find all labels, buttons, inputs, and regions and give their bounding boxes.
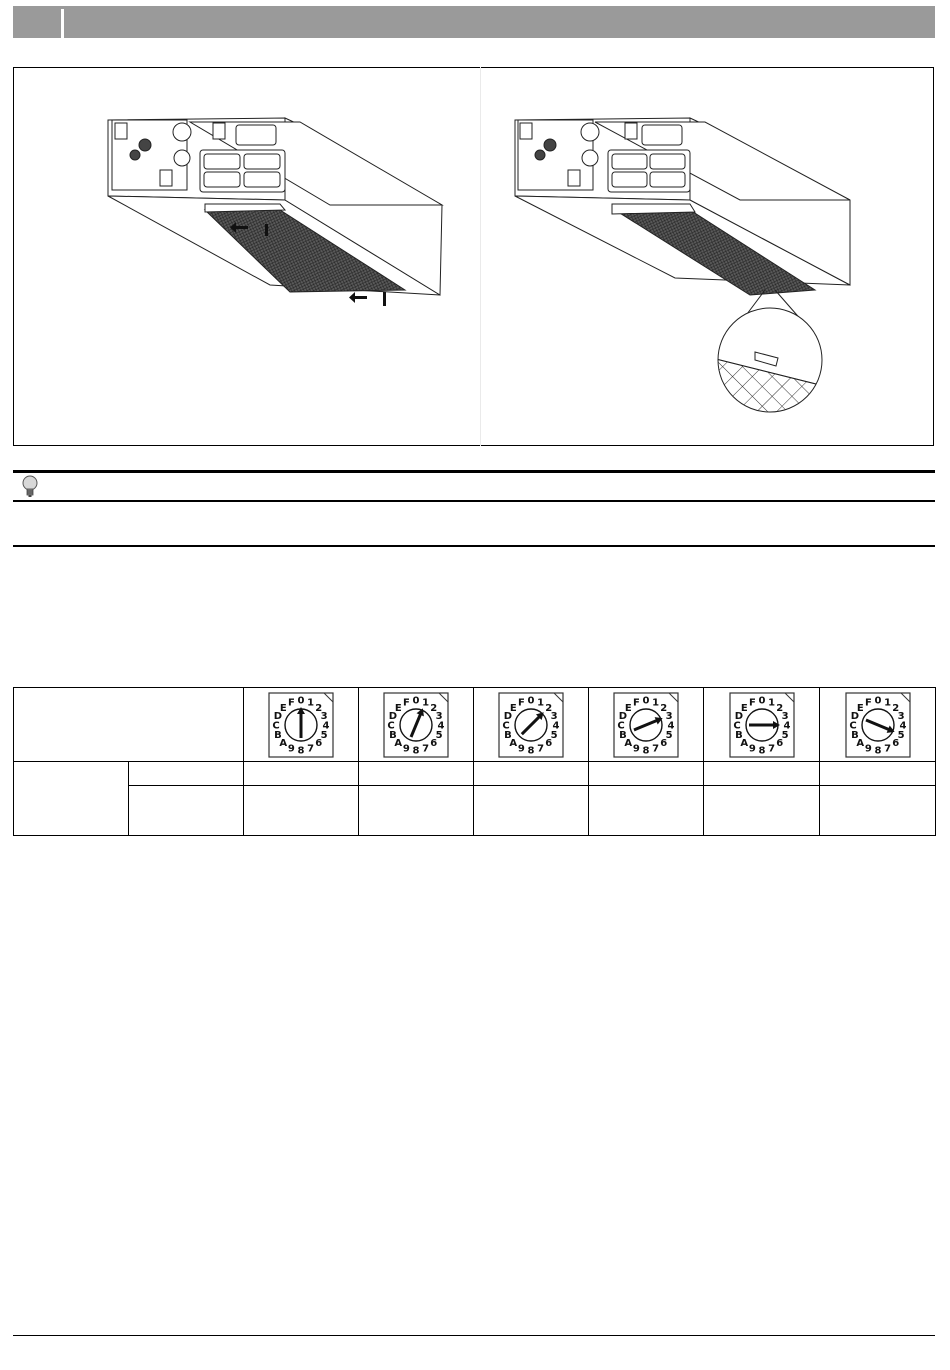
dial-label: 1 — [652, 696, 660, 708]
dial-label: 2 — [891, 702, 899, 714]
dial-label: 4 — [437, 720, 445, 731]
dial-label: 4 — [667, 720, 675, 731]
dial-setting-table — [13, 687, 936, 836]
dial-label: 8 — [412, 745, 420, 756]
dial-label: E — [856, 702, 864, 714]
table-cell — [704, 786, 820, 836]
rotary-dial-icon — [729, 692, 795, 758]
dial-label: 9 — [287, 743, 295, 755]
table-cell — [474, 762, 589, 786]
dial-label: B — [619, 729, 627, 741]
dial-label: F — [287, 696, 295, 708]
dial-label: 6 — [775, 737, 783, 749]
dial-label: A — [509, 737, 518, 749]
dial-label: 2 — [430, 702, 438, 714]
dial-label: 7 — [883, 743, 891, 755]
dial-label: B — [734, 729, 743, 741]
dial-label: 4 — [899, 720, 906, 731]
row-group-label — [14, 762, 129, 836]
table-row — [14, 762, 936, 786]
dial-label: 0 — [874, 695, 881, 706]
dial-label: 0 — [527, 695, 535, 706]
row-label — [129, 762, 244, 786]
unit-illustrations — [0, 0, 950, 460]
dial-label: 6 — [315, 737, 323, 749]
dial-label: 8 — [527, 745, 535, 756]
rotary-dial-icon — [268, 692, 334, 758]
dial-label: 4 — [783, 720, 790, 731]
table-cell — [359, 786, 474, 836]
dial-cell — [359, 688, 474, 762]
note-rule-mid — [13, 500, 935, 502]
dial-label: F — [402, 696, 410, 708]
dial-label: 4 — [322, 720, 330, 731]
table-cell — [589, 786, 704, 836]
dial-label: A — [624, 737, 633, 749]
dial-label: 5 — [435, 729, 443, 741]
rotary-dial-icon — [613, 692, 679, 758]
dial-label: A — [279, 737, 288, 749]
dial-label: 3 — [897, 710, 905, 722]
dial-label: 5 — [897, 729, 905, 741]
dial-label: 0 — [642, 695, 650, 706]
rotary-dial-icon — [845, 692, 911, 758]
dial-label: 7 — [422, 743, 430, 755]
note-rule-bottom — [13, 545, 935, 547]
dial-label: 5 — [320, 729, 328, 741]
dial-label: 9 — [864, 743, 872, 755]
dial-header-row — [14, 688, 936, 762]
table-cell — [704, 762, 820, 786]
dial-cell — [704, 688, 820, 762]
lightbulb-icon — [20, 474, 40, 500]
dial-label: C — [272, 720, 280, 731]
dial-label: 0 — [758, 695, 765, 706]
dial-label: 3 — [550, 710, 558, 722]
dial-label: E — [509, 702, 517, 714]
dial-label: B — [504, 729, 512, 741]
dial-label: D — [618, 710, 628, 722]
dial-label: A — [855, 737, 864, 749]
dial-label: 2 — [775, 702, 783, 714]
table-cell — [820, 786, 936, 836]
dial-label: 1 — [883, 696, 891, 708]
dial-label: 6 — [430, 737, 438, 749]
table-cell — [820, 762, 936, 786]
dial-label: F — [864, 696, 872, 708]
dial-label: 0 — [297, 695, 305, 706]
dial-label: 3 — [435, 710, 443, 722]
dial-label: 7 — [652, 743, 660, 755]
dial-label: F — [517, 696, 525, 708]
dial-label: 2 — [545, 702, 553, 714]
table-header-corner — [14, 688, 244, 762]
dial-label: E — [740, 702, 748, 714]
dial-label: 5 — [550, 729, 558, 741]
table-cell — [244, 786, 359, 836]
dial-label: E — [624, 702, 632, 714]
table-cell — [244, 762, 359, 786]
dial-label: 5 — [781, 729, 789, 741]
dial-label: 3 — [781, 710, 789, 722]
dial-label: 2 — [660, 702, 668, 714]
dial-label: B — [274, 729, 282, 741]
dial-label: 8 — [874, 745, 881, 756]
dial-label: D — [273, 710, 283, 722]
dial-label: 9 — [402, 743, 410, 755]
dial-label: B — [850, 729, 859, 741]
dial-label: 3 — [320, 710, 328, 722]
dial-cell — [474, 688, 589, 762]
dial-label: 9 — [632, 743, 640, 755]
dial-label: D — [388, 710, 398, 722]
dial-label: C — [848, 720, 857, 731]
dial-label: B — [389, 729, 397, 741]
dial-label: 1 — [767, 696, 775, 708]
dial-label: E — [394, 702, 402, 714]
dial-label: 1 — [422, 696, 430, 708]
dial-label: F — [748, 696, 756, 708]
dial-label: F — [632, 696, 640, 708]
dial-label: 8 — [297, 745, 305, 756]
table-row — [14, 786, 936, 836]
dial-label: A — [394, 737, 403, 749]
dial-label: 8 — [758, 745, 765, 756]
dial-label: 9 — [517, 743, 525, 755]
rotary-dial-icon — [383, 692, 449, 758]
footer-rule — [13, 1335, 935, 1336]
dial-label: 7 — [537, 743, 545, 755]
dial-label: 6 — [660, 737, 668, 749]
table-cell — [589, 762, 704, 786]
dial-label: A — [739, 737, 748, 749]
dial-label: 9 — [748, 743, 756, 755]
dial-label: C — [617, 720, 625, 731]
note-rule-top — [13, 470, 935, 473]
dial-label: 7 — [307, 743, 315, 755]
dial-label: E — [279, 702, 287, 714]
dial-cell — [589, 688, 704, 762]
dial-label: C — [502, 720, 510, 731]
dial-label: C — [732, 720, 741, 731]
dial-cell — [820, 688, 936, 762]
dial-label: 6 — [891, 737, 899, 749]
dial-label: 1 — [537, 696, 545, 708]
row-label — [129, 786, 244, 836]
unit-with-filter-detail — [515, 118, 850, 420]
dial-label: D — [503, 710, 513, 722]
dial-label: 5 — [665, 729, 673, 741]
table-cell — [474, 786, 589, 836]
dial-label: D — [734, 710, 743, 722]
rotary-dial-icon — [498, 692, 564, 758]
dial-label: D — [850, 710, 859, 722]
dial-label: 4 — [552, 720, 560, 731]
dial-label: 2 — [315, 702, 323, 714]
dial-label: C — [387, 720, 395, 731]
unit-removing-filter — [108, 118, 442, 295]
dial-label: 0 — [412, 695, 420, 706]
dial-cell — [244, 688, 359, 762]
dial-label: 3 — [665, 710, 673, 722]
dial-label: 7 — [767, 743, 775, 755]
dial-label: 8 — [642, 745, 650, 756]
table-cell — [359, 762, 474, 786]
dial-label: 6 — [545, 737, 553, 749]
dial-label: 1 — [307, 696, 315, 708]
